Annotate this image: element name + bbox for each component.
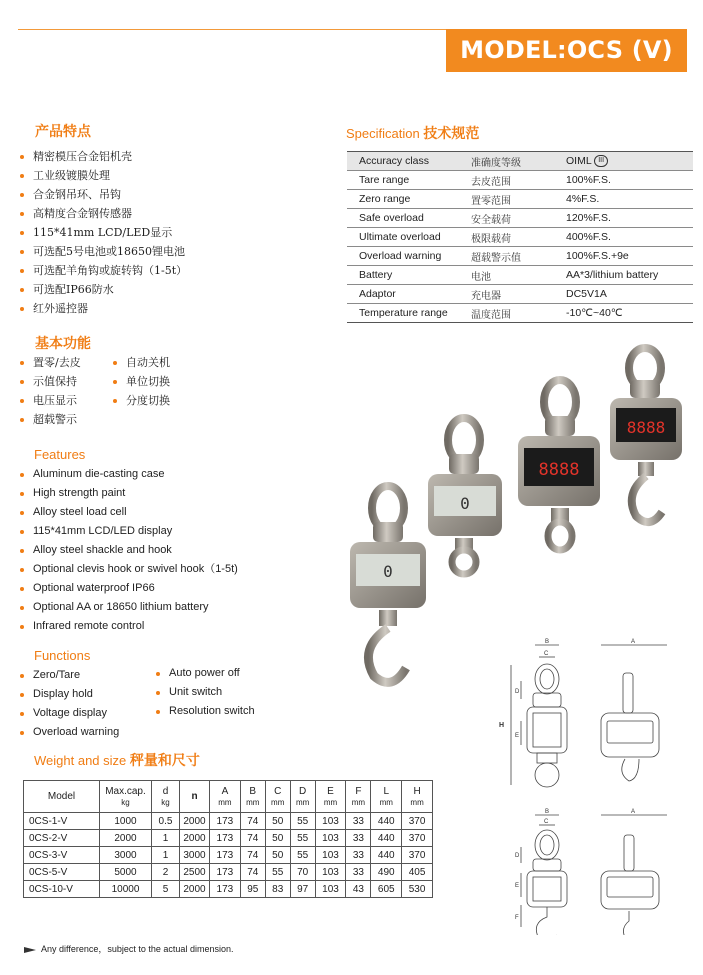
list-item: Optional AA or 18650 lithium battery [18, 598, 238, 617]
svg-text:A: A [631, 639, 636, 645]
drawing-hook [515, 809, 667, 935]
list-item: Optional clevis hook or swivel hook（1-5t) [18, 560, 238, 579]
table-row [347, 171, 693, 190]
table-row [347, 285, 693, 304]
footnote: Any difference，subject to the actual dimension. [24, 942, 233, 955]
col-header: C mm [265, 781, 290, 813]
size-title-cn: 秤量和尺寸 [129, 753, 200, 769]
crane-scale-3 [518, 380, 600, 550]
spec-label: Tare range [347, 171, 459, 190]
spec-value: AA*3/lithium battery [554, 266, 693, 285]
table-row: 0CS-3-V 3000 1 3000 173 74 50 55 103 33 440 370 [24, 847, 433, 864]
functions-col2 [154, 664, 255, 721]
svg-text:H: H [499, 722, 505, 729]
spec-label: Safe overload [347, 209, 459, 228]
list-item: Resolution switch [154, 702, 255, 721]
crane-scale-1 [350, 486, 426, 682]
list-item: 高精度合金钢传感器 [18, 204, 187, 223]
col-header: B mm [240, 781, 265, 813]
list-item: Aluminum die-casting case [18, 465, 238, 484]
cn-functions-col1 [18, 353, 81, 429]
col-header: D mm [290, 781, 315, 813]
spec-value: DC5V1A [554, 285, 693, 304]
arrow-icon [24, 947, 36, 953]
svg-text:E: E [515, 733, 520, 739]
list-item: Unit switch [154, 683, 255, 702]
table-row [347, 266, 693, 285]
spec-value: 4%F.S. [554, 190, 693, 209]
functions-title: Functions [34, 648, 91, 663]
spec-label: Overload warning [347, 247, 459, 266]
model-title: MODEL:OCS (V) [446, 29, 687, 72]
table-row [347, 247, 693, 266]
size-table [23, 780, 433, 898]
table-row: 0CS-2-V 2000 1 2000 173 74 50 55 103 33 440 370 [24, 830, 433, 847]
list-item: Display hold [18, 685, 119, 704]
spec-label: Battery [347, 266, 459, 285]
cn-features-list [18, 147, 187, 318]
spec-value: 400%F.S. [554, 228, 693, 247]
spec-title-en: Specification [346, 126, 420, 141]
svg-text:0: 0 [383, 562, 393, 581]
features-title: Features [34, 447, 86, 462]
spec-label-cn: 准确度等级 [459, 152, 554, 171]
cn-functions-col2 [111, 353, 170, 410]
list-item: Optional waterproof IP66 [18, 579, 238, 598]
spec-label: Zero range [347, 190, 459, 209]
list-item: 单位切换 [111, 372, 170, 391]
table-row [347, 209, 693, 228]
svg-text:8888: 8888 [626, 418, 666, 437]
spec-label-cn: 超载警示值 [459, 247, 554, 266]
cn-features-title: 产品特点 [35, 124, 91, 140]
list-item: 合金钢吊环、吊钩 [18, 185, 187, 204]
svg-text:8888: 8888 [538, 460, 580, 480]
spec-label-cn: 极限载荷 [459, 228, 554, 247]
svg-text:A: A [631, 809, 636, 815]
spec-label: Adaptor [347, 285, 459, 304]
svg-text:0: 0 [460, 494, 470, 513]
list-item: 分度切换 [111, 391, 170, 410]
size-title-en: Weight and size [34, 753, 127, 768]
list-item: Voltage display [18, 704, 119, 723]
list-item: 可选配5号电池或18650锂电池 [18, 242, 187, 261]
list-item: 可选配羊角钩或旋转钩（1-5t） [18, 261, 187, 280]
list-item: 超载警示 [18, 410, 81, 429]
list-item: Alloy steel shackle and hook [18, 541, 238, 560]
spec-label-cn: 充电器 [459, 285, 554, 304]
spec-label-cn: 电池 [459, 266, 554, 285]
list-item: 可选配IP66防水 [18, 280, 187, 299]
table-row: 0CS-10-V 10000 5 2000 173 95 83 97 103 43 605 530 [24, 881, 433, 898]
table-header-row [24, 781, 433, 813]
svg-text:D: D [515, 689, 520, 695]
spec-label: Ultimate overload [347, 228, 459, 247]
spec-value: 100%F.S.+9e [554, 247, 693, 266]
svg-text:C: C [544, 651, 549, 657]
features-list [18, 465, 238, 636]
list-item: 115*41mm LCD/LED显示 [18, 223, 187, 242]
list-item: 置零/去皮 [18, 353, 81, 372]
oiml-class-badge: III [594, 155, 608, 167]
list-item: 红外遥控器 [18, 299, 187, 318]
list-item: Alloy steel load cell [18, 503, 238, 522]
svg-text:C: C [544, 819, 549, 825]
col-header: A mm [210, 781, 241, 813]
list-item: 示值保持 [18, 372, 81, 391]
spec-value: 120%F.S. [554, 209, 693, 228]
table-row [347, 190, 693, 209]
list-item: 电压显示 [18, 391, 81, 410]
svg-text:F: F [515, 915, 519, 921]
functions-col1 [18, 666, 119, 742]
table-row [347, 228, 693, 247]
col-header: d kg [152, 781, 180, 813]
crane-scale-2 [428, 418, 502, 574]
table-row [347, 304, 693, 323]
list-item: Auto power off [154, 664, 255, 683]
header-rule [18, 29, 446, 30]
table-row: 0CS-1-V 1000 0.5 2000 173 74 50 55 103 33 440 370 [24, 813, 433, 830]
drawing-shackle [499, 639, 667, 787]
list-item: High strength paint [18, 484, 238, 503]
svg-text:D: D [515, 853, 520, 859]
spec-label: Temperature range [347, 304, 459, 323]
svg-text:B: B [545, 639, 550, 645]
table-row: 0CS-5-V 5000 2 2500 173 74 55 70 103 33 490 405 [24, 864, 433, 881]
col-header: Model [24, 781, 100, 813]
col-header: H mm [402, 781, 433, 813]
list-item: 精密模压合金铝机壳 [18, 147, 187, 166]
dimension-drawing [495, 635, 695, 935]
spec-value: -10℃~40℃ [554, 304, 693, 323]
col-header: Max.cap. kg [100, 781, 152, 813]
svg-text:B: B [545, 809, 550, 815]
spec-label: Accuracy class [347, 152, 459, 171]
list-item: 自动关机 [111, 353, 170, 372]
list-item: Zero/Tare [18, 666, 119, 685]
spec-value: OIML III [554, 152, 693, 171]
spec-title-cn: 技术规范 [423, 126, 480, 142]
spec-title [346, 123, 479, 143]
list-item: Infrared remote control [18, 617, 238, 636]
size-title [34, 750, 200, 770]
spec-value: 100%F.S. [554, 171, 693, 190]
list-item: 工业级镀膜处理 [18, 166, 187, 185]
cn-functions-title: 基本功能 [35, 336, 91, 352]
col-header: F mm [346, 781, 371, 813]
list-item: Overload warning [18, 723, 119, 742]
spec-label-cn: 置零范围 [459, 190, 554, 209]
svg-text:E: E [515, 883, 520, 889]
col-header: n [180, 781, 210, 813]
col-header: L mm [371, 781, 402, 813]
spec-label-cn: 温度范围 [459, 304, 554, 323]
spec-label-cn: 安全载荷 [459, 209, 554, 228]
col-header: E mm [315, 781, 346, 813]
list-item: 115*41mm LCD/LED display [18, 522, 238, 541]
spec-label-cn: 去皮范围 [459, 171, 554, 190]
table-row [347, 152, 693, 171]
crane-scale-4 [610, 348, 682, 522]
spec-table [347, 151, 693, 323]
